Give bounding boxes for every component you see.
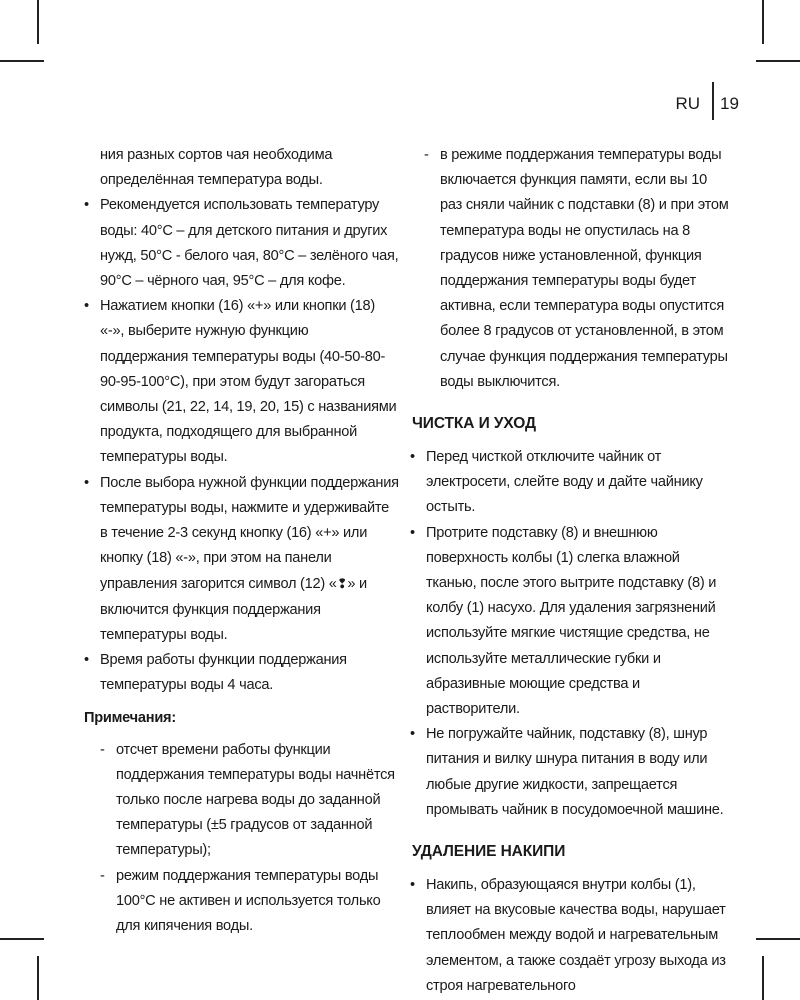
list-item: • Рекомендуется использовать температуру воды: 40°С – для детского питания и других нужд, 50°С - белого чая, 80°С – зелёного чая, 90°С – чёрного чая, 95°С – для кофе. — [84, 193, 400, 294]
list-item: • Не погружайте чайник, подставку (8), шнур питания и вилку шнура питания в воду или любые другие жидкости, запрещается промывать чайник в посудомоечной машине. — [410, 722, 732, 823]
crop-mark — [762, 0, 764, 44]
intro-continuation: ния разных сортов чая необходима определённая температура воды. — [100, 147, 333, 189]
crop-mark — [762, 956, 764, 1000]
instruction-list — [84, 193, 400, 698]
cleaning-list — [410, 445, 732, 823]
note-item: - режим поддержания температуры воды 100°С не активен и используется только для кипячения воды. — [84, 864, 400, 940]
header-divider — [712, 82, 714, 120]
note-item: - отсчет времени работы функции поддержания температуры воды начнётся только после нагрева воды до заданной температуры (±5 градусов от заданной температуры); — [84, 738, 400, 864]
cleaning-heading: ЧИСТКА И УХОД — [412, 415, 536, 433]
crop-mark — [37, 0, 39, 44]
crop-mark — [756, 938, 800, 940]
list-item: • Нажатием кнопки (16) «+» или кнопки (18) «-», выберите нужную функцию поддержания температуры воды (40-50-80-90-95-100°С), при этом будут загораться символы (21, 22, 14, 19, 20, 15) с названиями продукта, подходящего для выбранной температуры воды. — [84, 294, 400, 470]
crop-mark — [0, 938, 44, 940]
notes-list-continued — [410, 143, 732, 395]
left-column — [84, 143, 400, 939]
page-header — [660, 88, 740, 120]
note-item: - в режиме поддержания температуры воды включается функция памяти, если вы 10 раз сняли чайник с подставки (8) и при этом температура воды не опустилась на 8 градусов ниже установленной, функция поддержания температуры воды будет активна, если температура воды опустится более 8 градусов от установленной, в этом случае функция поддержания температуры воды выключится. — [410, 143, 732, 395]
list-item: • Накипь, образующаяся внутри колбы (1), влияет на вкусовые качества воды, нарушает теплообмен между водой и нагревательным элементом, а также создаёт угрозу выхода из строя нагревательного — [410, 873, 732, 999]
right-column — [410, 143, 732, 999]
descaling-list — [410, 873, 732, 999]
list-item-text: После выбора нужной функции поддержания температуры воды, нажмите и удерживайте в течение 2-3 секунд кнопку (16) «+» или кнопку (18) «-», при этом на панели управления загорится символ (12) « — [100, 474, 399, 593]
notes-list — [84, 738, 400, 940]
list-item-text-end: » и включится функция поддержания температуры воды. — [100, 576, 367, 643]
crop-mark — [37, 956, 39, 1000]
page-number: 19 — [720, 94, 739, 113]
list-item: • Перед чисткой отключите чайник от электросети, слейте воду и дайте чайнику остыть. — [410, 445, 732, 521]
notes-title: Примечания: — [84, 710, 176, 727]
crop-mark — [0, 60, 44, 62]
descaling-heading: УДАЛЕНИЕ НАКИПИ — [412, 843, 566, 861]
language-code: RU — [675, 94, 700, 113]
list-item: • Протрите подставку (8) и внешнюю поверхность колбы (1) слегка влажной тканью, после этого вытрите подставку (8) и колбу (1) насухо. Для удаления загрязнений используйте мягкие чистящие средства, не используйте металлические губки и абразивные моющие средства и растворители. — [410, 521, 732, 723]
list-item: • Время работы функции поддержания температуры воды 4 часа. — [84, 648, 400, 698]
keep-warm-symbol: ❢ — [336, 576, 348, 592]
crop-mark — [756, 60, 800, 62]
list-item — [84, 471, 400, 648]
